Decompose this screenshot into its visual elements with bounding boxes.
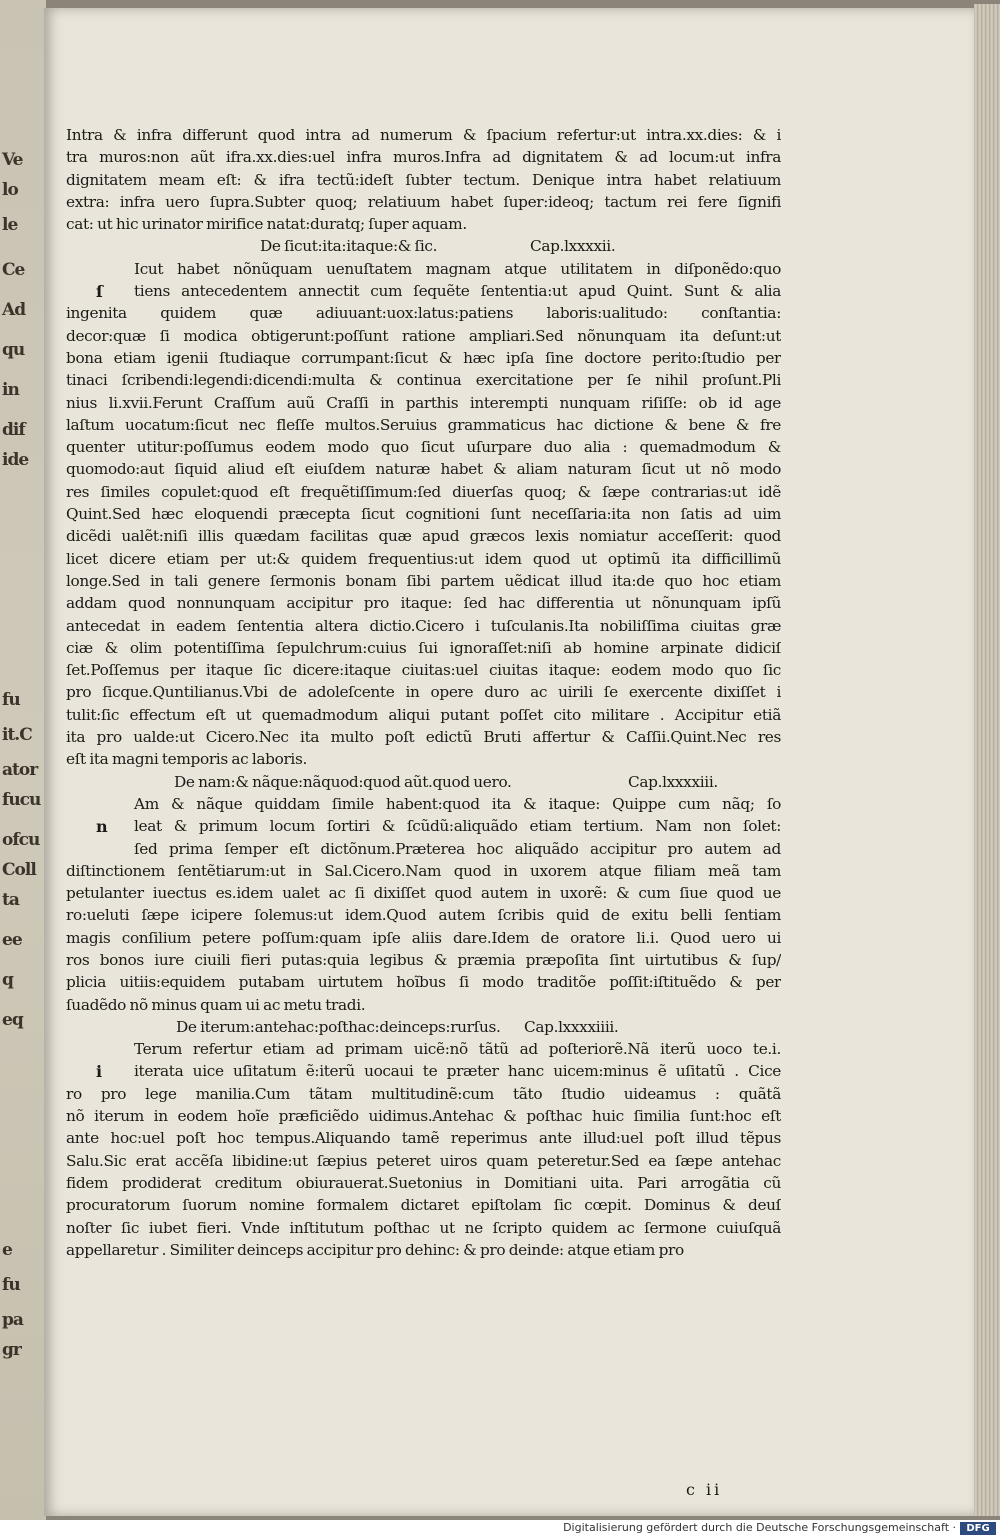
text-line: Quint.Sed hæc eloquendi præcepta ſicut cognitioni ſunt neceſſaria:ita non ſatis ad uim (66, 505, 781, 524)
margin-fragment: dif (2, 420, 25, 440)
text-line: dicẽdi ualẽt:niſi illis quædam facilitas quæ apud græcos lexis nomiatur acceſſerit: quod (66, 527, 781, 546)
text-line: ro:ueluti ſæpe icipere ſolemus:ut idem.Quod autem ſcribis quid de exitu belli ſentiam (66, 906, 781, 925)
margin-fragment: ta (2, 890, 19, 910)
text-line: ſet.Poſſemus per itaque ſic dicere:itaque ciuitas:uel ciuitas itaque: eodem modo quo ſic (66, 661, 781, 680)
chapter-heading (66, 235, 781, 257)
text-line: Am & nãque quiddam ſimile habent:quod ita & itaque: Quippe cum nãq; ſo (134, 794, 781, 813)
margin-fragment: in (2, 380, 19, 400)
margin-fragment: ator (2, 760, 38, 780)
text-line: Intra & infra differunt quod intra ad numerum & ſpacium refertur:ut intra.xx.dies: & i (66, 126, 781, 144)
text-line: procuratorum ſuorum nomine formalem dictaret epiſtolam ſic cœpit. Dominus & deuſ (66, 1196, 781, 1215)
chapter-title: De ſicut:ita:itaque:& ſic. (260, 237, 438, 256)
text-line: noſter ſic iubet fieri. Vnde inſtitutum poſthac ut ne ſcripto quidem ac ſermone cuiuſquã (66, 1218, 781, 1237)
margin-fragment: qu (2, 340, 25, 360)
chapter-number: Cap.lxxxxii. (530, 237, 616, 256)
text-line: eſt ita magni temporis ac laboris. (66, 750, 307, 769)
margin-fragment: e (2, 1240, 12, 1260)
margin-fragment: q (2, 970, 13, 990)
chapter-number: Cap.lxxxxiii. (628, 772, 718, 791)
text-line: addam quod nonnunquam accipitur pro itaque: ſed hac differentia ut nõnunquam ipſũ (66, 594, 781, 613)
text-line: iterata uice uſitatum ẽ:iterũ uocaui te præter hanc uicem:minus ẽ uſitatũ . Cice (134, 1062, 781, 1081)
chapter-number: Cap.lxxxxiiii. (524, 1017, 619, 1036)
text-line: Salu.Sic erat accẽſa libidine:ut ſæpius peteret uiros quam peteretur.Sed ea ſæpe antehac (66, 1151, 781, 1170)
chapter-title: De iterum:antehac:poſthac:deinceps:rurſus. (176, 1017, 501, 1036)
footer-bar (0, 1520, 1000, 1538)
margin-fragment: Ve (2, 150, 23, 170)
text-line: cat: ut hic urinator mirifice natat:duratq; ſuper aquam. (66, 215, 467, 234)
text-line: extra: infra uero ſupra.Subter quoq; relatiuum habet ſuper:ideoq; tactum rei fere ſignifi (66, 192, 781, 211)
text-line: ſuadẽdo nõ minus quam ui ac metu tradi. (66, 995, 366, 1014)
margin-fragment: Ce (2, 260, 25, 280)
text-line: ros bonos iure ciuili fieri putas:quia legibus & præmia præpoſita ſint uirtutibus & ſup/ (66, 950, 781, 969)
facing-page-edge (0, 0, 46, 1520)
initial-guide-letter: ſ (96, 281, 103, 301)
text-line: tiens antecedentem annectit cum ſequẽte ſententia:ut apud Quint. Sunt & alia (134, 282, 781, 301)
margin-fragment: fu (2, 1275, 20, 1295)
margin-fragment: fu (2, 690, 20, 710)
text-line: nius li.xvii.Ferunt Craſſum auũ Craſſi in parthis interempti nunquam riſiſſe: ob id age (66, 393, 781, 412)
text-line: tulit:ſic effectum eſt ut quemadmodum aliqui putant poſſet cito militare . Accipitur etiã (66, 705, 781, 724)
text-line: fidem prodiderat creditum obiurauerat.Suetonius in Domitiani uita. Pari arrogãtia cũ (66, 1173, 781, 1192)
text-line: dignitatem meam eſt: & ifra tectũ:ideſt ſubter tectum. Denique intra habet relatiuum (66, 170, 781, 189)
signature-mark: c ii (686, 1480, 723, 1499)
text-line: laſtum uocatum:ſicut nec fleſſe multos.Seruius grammaticus hac dictione & bene & fre (66, 415, 781, 434)
margin-fragment: lo (2, 180, 18, 200)
text-line: ciæ & olim potentiſſima ſepulchrum:cuius ſui ignoraſſet:niſi ab homine arpinate didiciſ (66, 638, 781, 657)
text-line: ro pro lege manilia.Cum tãtam multitudinẽ:cum tãto ſtudio uideamus : quãtã (66, 1084, 781, 1103)
text-line: ſed prima ſemper eſt dictõnum.Præterea hoc aliquãdo accipitur pro autem ad (134, 839, 781, 858)
text-line: quenter utitur:poſſumus eodem modo quo ſicut uſurpare duo alia : quemadmodum & (66, 438, 781, 457)
margin-fragment: ofcu (2, 830, 40, 850)
text-line: Terum refertur etiam ad primam uicẽ:nõ tãtũ ad poſteriorẽ.Nã iterũ uoco te.i. (134, 1040, 781, 1059)
text-line: longe.Sed in tali genere ſermonis bonam ſibi partem uẽdicat illud ita:de quo hoc etiam (66, 571, 781, 590)
text-line: tra muros:non aũt ifra.xx.dies:uel infra muros.Infra ad dignitatem & ad locum:ut infra (66, 148, 781, 167)
text-line: petulanter iuectus es.idem ualet ac ſi dixiſſet quod autem in uxorẽ: & cum ſiue quod ue (66, 884, 781, 903)
text-line: ante hoc:uel poſt hoc tempus.Aliquando tamẽ reperimus ante illud:uel poſt illud tẽpus (66, 1129, 781, 1148)
margin-fragment: ide (2, 450, 29, 470)
text-line: pro ſicque.Quntilianus.Vbi de adoleſcente in opere duro ac uirili ſe exercente dixiſſet i (66, 683, 781, 702)
chapter-title: De nam:& nãque:nãquod:quod aũt.quod uero. (174, 772, 512, 791)
text-line: decor:quæ ſi modica obtigerunt:poſſunt ratione ampliari.Sed nõnunquam ita deſunt:ut (66, 326, 781, 345)
page-stack-edge (974, 4, 1000, 1516)
margin-fragment: le (2, 215, 18, 235)
text-line: antecedat in eadem ſententia altera dictio.Cicero i tuſculanis.Ita nobiliſſima ciuitas græ (66, 616, 781, 635)
text-line: leat & primum locum ſortiri & ſcũdũ:aliquãdo etiam tertium. Nam non ſolet: (134, 817, 781, 836)
dfg-logo: DFG (960, 1522, 996, 1535)
margin-fragment: fucu (2, 790, 41, 810)
funding-credit: Digitalisierung gefördert durch die Deutsche Forschungsgemeinschaft · (563, 1521, 956, 1534)
margin-fragment: Ad (2, 300, 26, 320)
margin-fragment: it.C (2, 725, 32, 745)
margin-fragment: Coll (2, 860, 36, 880)
text-line: ita pro ualde:ut Cicero.Nec ita multo poſt edictũ Bruti affertur & Caſſii.Quint.Nec res (66, 728, 781, 747)
text-line: res ſimiles copulet:quod eſt frequẽtiſſimum:ſed diuerſas quoq; & ſæpe contrarias:ut idẽ (66, 482, 781, 501)
initial-guide-letter: n (96, 816, 108, 836)
margin-fragment: gr (2, 1340, 21, 1360)
text-line: diſtinctionem ſentẽtiarum:ut in Sal.Cicero.Nam quod in uxorem atque filiam meã tam (66, 861, 781, 880)
chapter-heading (66, 1016, 781, 1038)
margin-fragment: ee (2, 930, 22, 950)
text-line: licet dicere etiam per ut:& quidem frequentius:ut idem quod ut optimũ ita difficillimũ (66, 549, 781, 568)
text-line: bona etiam igenii ſtudiaque corrumpant:ſicut & hæc ipſa ſine doctore perito:ſtudio per (66, 348, 781, 367)
text-line: tinaci ſcribendi:legendi:dicendi:multa & continua exercitatione per ſe nihil proſunt.Pli (66, 371, 781, 390)
chapter-heading (66, 771, 781, 793)
text-line: ingenita quidem quæ adiuuant:uox:latus:patiens laboris:ualitudo: conſtantia: (66, 304, 781, 323)
page-text (66, 124, 781, 1261)
margin-fragment: pa (2, 1310, 23, 1330)
text-line: nõ iterum in eodem hoĩe præficiẽdo uidimus.Antehac & poſthac huic ſimilia ſunt:hoc eſt (66, 1107, 781, 1126)
margin-fragment: eq (2, 1010, 23, 1030)
text-line: appellaretur . Similiter deinceps accipitur pro dehinc: & pro deinde: atque etiam pro (66, 1240, 684, 1259)
initial-guide-letter: i (96, 1062, 102, 1082)
text-line: Icut habet nõnũquam uenuſtatem magnam atque utilitatem in diſponẽdo:quo (134, 259, 781, 278)
text-line: magis conſilium petere poſſum:quam ipſe aliis dare.Idem de oratore li.i. Quod uero ui (66, 928, 781, 947)
text-line: plicia uitiis:equidem putabam uirtutem hoĩbus ſi modo traditõe poſſit:iſtituẽdo & per (66, 973, 781, 992)
text-line: quomodo:aut ſiquid aliud eſt eiuſdem naturæ habet & aliam naturam ſicut ut nõ modo (66, 460, 781, 479)
